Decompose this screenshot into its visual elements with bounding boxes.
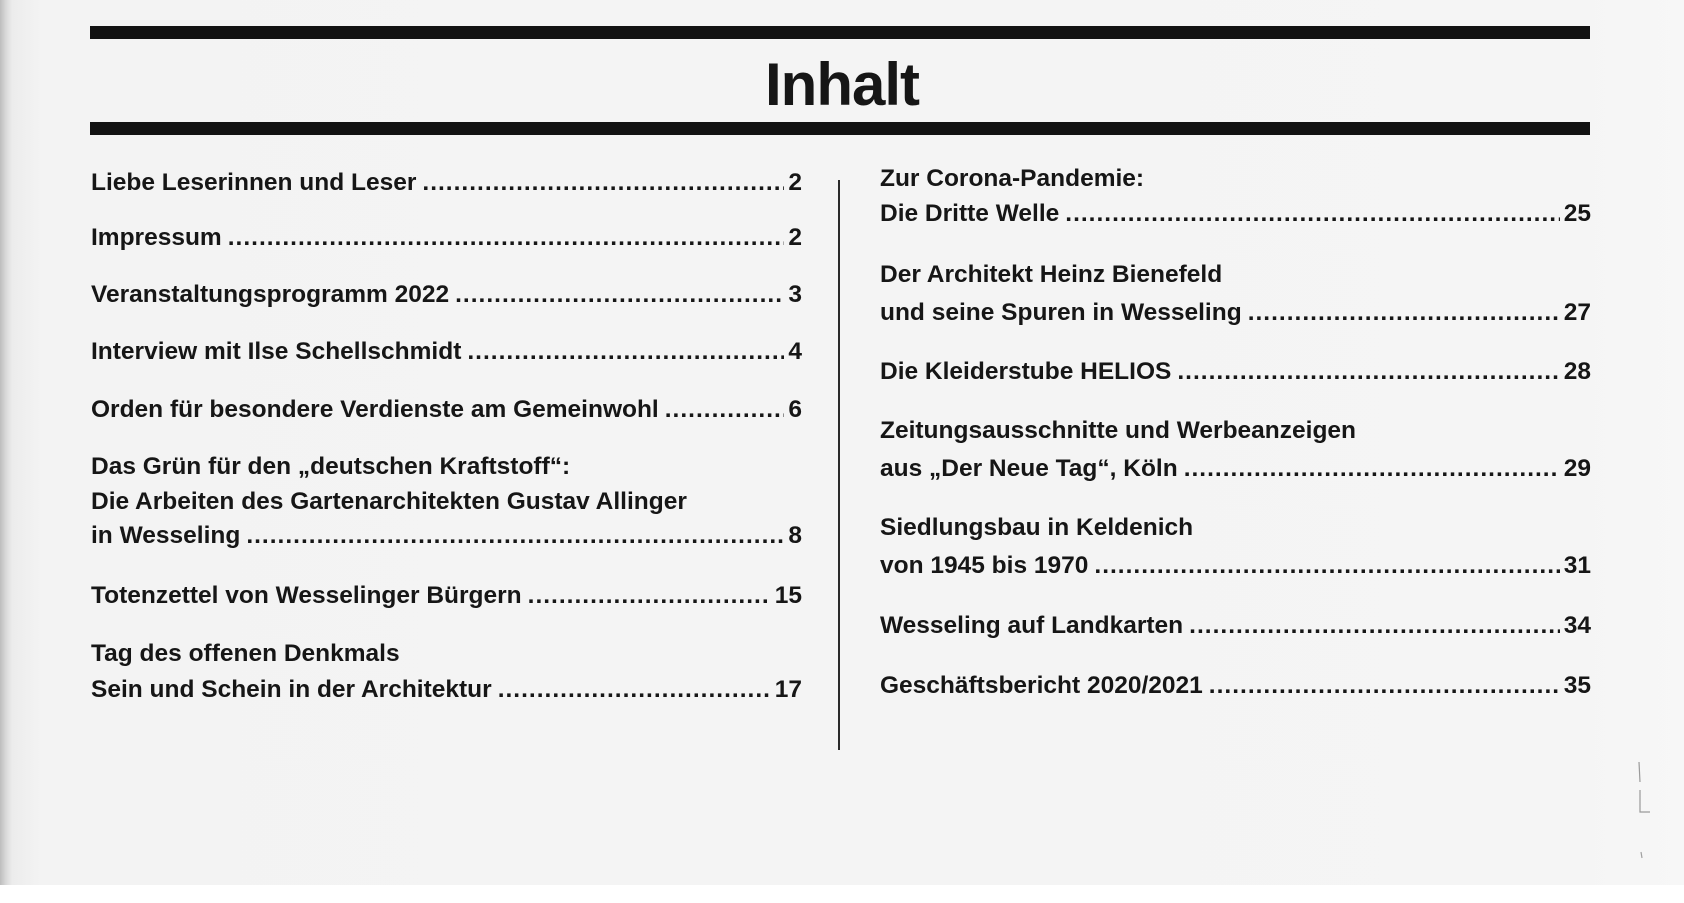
dot-leader — [1209, 668, 1560, 704]
toc-page-number: 4 — [788, 338, 802, 365]
dot-leader — [246, 518, 784, 554]
toc-entry-title-text: Das Grün für den „deutschen Kraftstoff“: — [91, 453, 571, 480]
dot-leader — [228, 220, 785, 256]
toc-entry-title-text: Zeitungsausschnitte und Werbeanzeigen — [880, 417, 1357, 444]
dot-leader — [1065, 196, 1559, 232]
toc-entry-last-line — [880, 451, 1591, 487]
toc-entry-title-text: Der Architekt Heinz Bienefeld — [880, 261, 1223, 288]
toc-entry-last-line — [880, 354, 1591, 390]
toc-entry-title-text: Die Kleiderstube HELIOS — [880, 358, 1172, 385]
toc-entry-title-line — [880, 161, 1144, 197]
toc-entry-last-line — [880, 548, 1591, 584]
toc-page-number: 3 — [788, 281, 802, 308]
toc-entry-title-text: Geschäftsbericht 2020/2021 — [880, 672, 1203, 699]
toc-entry-title-text: und seine Spuren in Wesseling — [880, 299, 1242, 326]
toc-page-number: 6 — [788, 396, 802, 423]
toc-entry-title-text: Die Dritte Welle — [880, 200, 1060, 227]
toc-page-number: 27 — [1563, 299, 1591, 326]
toc-entry-title-text: Liebe Leserinnen und Leser — [91, 169, 417, 196]
dot-leader — [1094, 548, 1559, 584]
column-divider — [838, 180, 840, 750]
dot-leader — [1177, 354, 1559, 390]
toc-page-number: 17 — [774, 676, 802, 703]
dot-leader — [455, 277, 784, 313]
toc-entry-last-line — [880, 295, 1591, 331]
dot-leader — [422, 165, 784, 201]
toc-entry-title-text: aus „Der Neue Tag“, Köln — [880, 455, 1178, 482]
dot-leader — [528, 578, 771, 614]
toc-entry-title-text: Totenzettel von Wesselinger Bürgern — [91, 582, 522, 609]
toc-entry-title-text: Wesseling auf Landkarten — [880, 612, 1184, 639]
toc-entry-last-line — [91, 392, 802, 428]
toc-entry-title-line — [880, 413, 1356, 449]
toc-entry-last-line — [91, 672, 802, 708]
toc-entry-last-line — [91, 578, 802, 614]
toc-entry-title-line — [880, 510, 1193, 546]
toc-page-number: 8 — [788, 522, 802, 549]
toc-entry-title-line — [91, 484, 687, 520]
toc-entry-last-line — [91, 334, 802, 370]
toc-entry-last-line — [91, 220, 802, 256]
toc-page-number: 15 — [774, 582, 802, 609]
toc-page-number: 31 — [1563, 552, 1591, 579]
toc-entry-last-line — [91, 165, 802, 201]
toc-entry-title-text: von 1945 bis 1970 — [880, 552, 1089, 579]
toc-page-number: 29 — [1563, 455, 1591, 482]
dot-leader — [498, 672, 771, 708]
toc-page-number: 34 — [1563, 612, 1591, 639]
top-rule — [90, 26, 1590, 39]
toc-entry-title-text: Die Arbeiten des Gartenarchitekten Gustav Allinger — [91, 488, 687, 515]
toc-entry-title-text: Orden für besondere Verdienste am Gemeinwohl — [91, 396, 659, 423]
dot-leader — [665, 392, 785, 428]
toc-entry-last-line — [91, 518, 802, 554]
toc-entry-last-line — [880, 608, 1591, 644]
toc-entry-title-text: Siedlungsbau in Keldenich — [880, 514, 1194, 541]
toc-entry-title-text: Veranstaltungsprogramm 2022 — [91, 281, 450, 308]
toc-entry-title-text: Impressum — [91, 224, 222, 251]
toc-entry-title-line — [91, 636, 400, 672]
dot-leader — [1248, 295, 1560, 331]
dot-leader — [1184, 451, 1560, 487]
toc-page-number: 28 — [1563, 358, 1591, 385]
toc-page-number: 2 — [788, 224, 802, 251]
scan-margin-marks — [1636, 760, 1656, 860]
toc-entry-last-line — [91, 277, 802, 313]
toc-page-number: 25 — [1563, 200, 1591, 227]
toc-entry-title-text: Zur Corona-Pandemie: — [880, 165, 1145, 192]
toc-entry-last-line — [880, 196, 1591, 232]
toc-page-number: 35 — [1563, 672, 1591, 699]
toc-entry-title-text: in Wesseling — [91, 522, 241, 549]
toc-page-number: 2 — [788, 169, 802, 196]
dot-leader — [467, 334, 784, 370]
toc-entry-title-line — [91, 449, 570, 485]
toc-entry-title-text: Tag des offenen Denkmals — [91, 640, 400, 667]
toc-entry-title-text: Sein und Schein in der Architektur — [91, 676, 492, 703]
page-title: Inhalt — [765, 51, 919, 118]
toc-entry-last-line — [880, 668, 1591, 704]
toc-entry-title-line — [880, 257, 1222, 293]
bottom-rule — [90, 122, 1590, 135]
toc-entry-title-text: Interview mit Ilse Schellschmidt — [91, 338, 462, 365]
dot-leader — [1189, 608, 1560, 644]
